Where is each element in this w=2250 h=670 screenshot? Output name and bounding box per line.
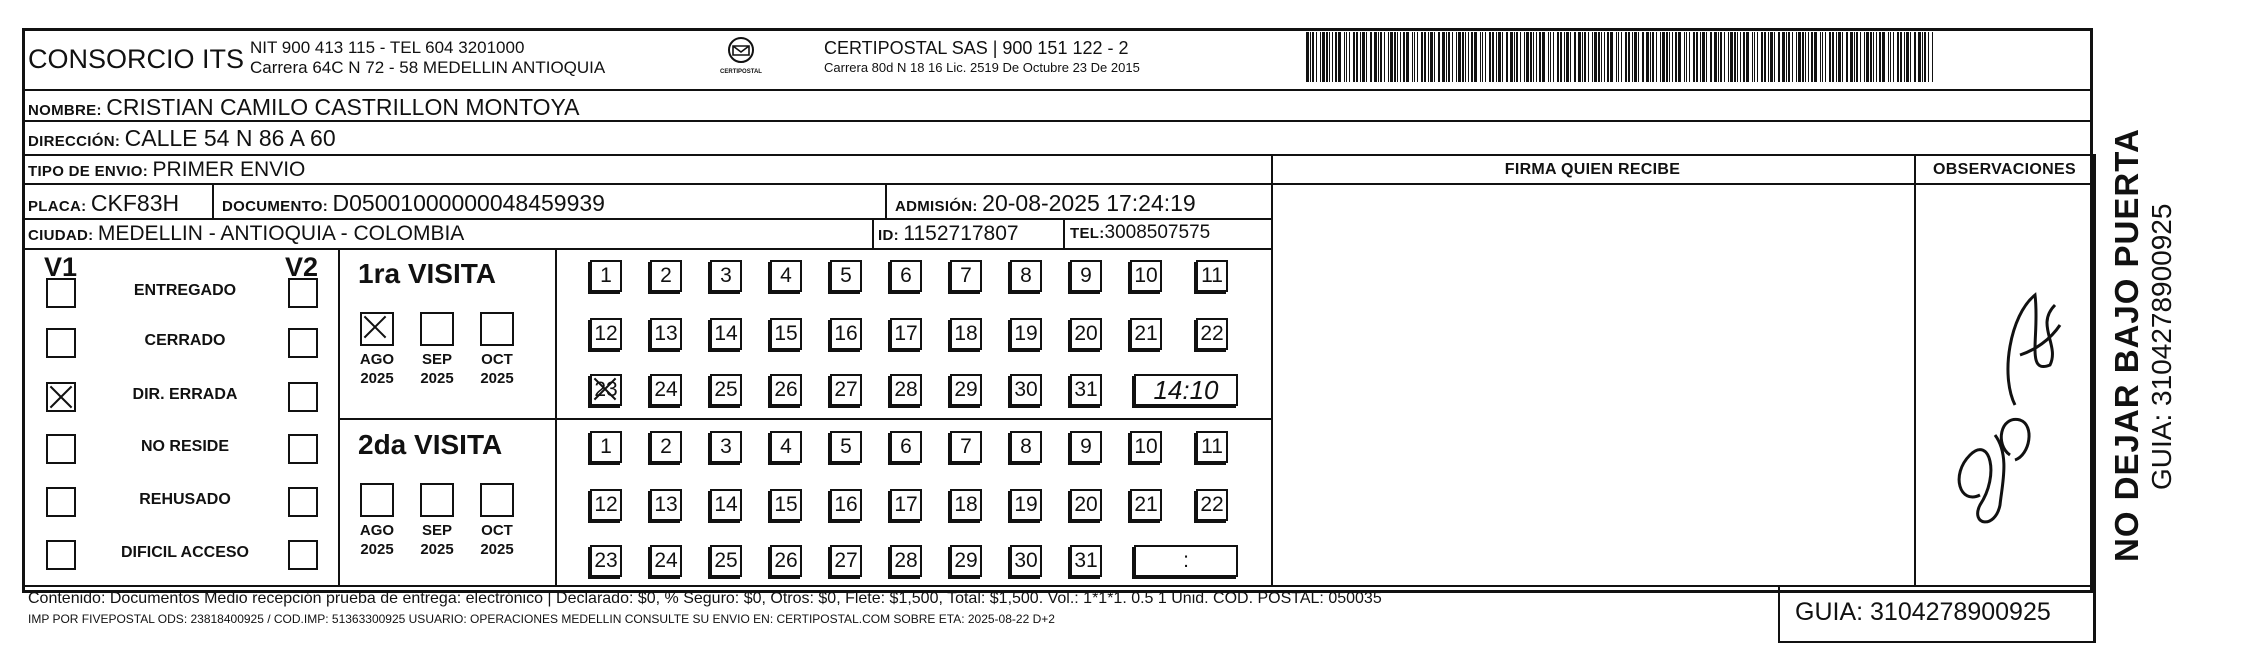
day-box[interactable]: 1 (590, 431, 622, 463)
day-box[interactable]: 14 (710, 489, 742, 521)
tel-label: TEL: (1070, 225, 1105, 242)
documento-value: D05001000000048459939 (332, 190, 605, 216)
admision-value: 20-08-2025 17:24:19 (982, 190, 1196, 216)
day-box[interactable]: 11 (1196, 431, 1228, 463)
day-box[interactable]: 21 (1130, 489, 1162, 521)
day-box[interactable]: 11 (1196, 260, 1228, 292)
day-box[interactable]: 7 (950, 431, 982, 463)
day-box[interactable]: 3 (710, 431, 742, 463)
month-name: SEP (421, 351, 452, 368)
barcode (1306, 32, 1938, 82)
v1-label: V1 (44, 252, 78, 282)
v1-checkbox[interactable] (46, 540, 76, 570)
day-box[interactable]: 17 (890, 318, 922, 350)
month-name: AGO (359, 351, 395, 368)
month-checkbox[interactable] (480, 483, 514, 517)
tipo-envio-label: TIPO DE ENVIO: (28, 163, 149, 180)
day-box[interactable]: 31 (1070, 545, 1102, 577)
day-box[interactable]: 21 (1130, 318, 1162, 350)
status-label: REHUSADO (139, 491, 231, 508)
day-box[interactable]: 18 (950, 318, 982, 350)
day-box[interactable]: 1 (590, 260, 622, 292)
address-line: Carrera 64C N 72 - 58 MEDELLIN ANTIOQUIA (250, 58, 606, 77)
v2-checkbox[interactable] (288, 434, 318, 464)
v1-checkbox[interactable] (46, 434, 76, 464)
visit-title: 1ra VISITA (358, 258, 496, 289)
logo-text: CERTIPOSTAL (720, 69, 762, 75)
month-year: 2025 (360, 541, 394, 558)
nombre-value: CRISTIAN CAMILO CASTRILLON MONTOYA (106, 94, 580, 120)
day-box[interactable]: 27 (830, 545, 862, 577)
day-box[interactable]: 3 (710, 260, 742, 292)
day-box[interactable]: 18 (950, 489, 982, 521)
day-box[interactable]: 15 (770, 489, 802, 521)
month-checkbox[interactable] (420, 312, 454, 346)
v2-checkbox[interactable] (288, 278, 318, 308)
day-box[interactable]: 30 (1010, 545, 1042, 577)
day-box[interactable]: 5 (830, 260, 862, 292)
month-name: AGO (359, 522, 395, 539)
day-box[interactable]: 10 (1130, 260, 1162, 292)
status-label: ENTREGADO (133, 282, 237, 299)
day-box[interactable]: 28 (890, 545, 922, 577)
day-box[interactable]: 9 (1070, 431, 1102, 463)
day-box[interactable]: 2 (650, 431, 682, 463)
day-box[interactable]: 6 (890, 431, 922, 463)
tipo-envio-value: PRIMER ENVIO (152, 158, 306, 181)
day-box[interactable]: 6 (890, 260, 922, 292)
v2-checkbox[interactable] (288, 382, 318, 412)
no-dejar-bajo-puerta: NO DEJAR BAJO PUERTA (2108, 128, 2145, 562)
day-box[interactable]: 24 (650, 374, 682, 406)
day-box[interactable]: 12 (590, 318, 622, 350)
v1-checkbox[interactable] (46, 382, 76, 412)
day-box[interactable]: 29 (950, 374, 982, 406)
day-box[interactable]: 9 (1070, 260, 1102, 292)
day-box[interactable]: 27 (830, 374, 862, 406)
certipostal-logo (718, 36, 764, 84)
nombre-label: NOMBRE: (28, 102, 102, 119)
handwritten-observation-icon (1940, 255, 2070, 535)
day-box[interactable]: 13 (650, 318, 682, 350)
day-box[interactable]: 20 (1070, 318, 1102, 350)
footer-line1: Contenido: Documentos Medio recepción prueba de entrega: electrónico | Declarado: $0, % Seguro: $0, Otros: $0, Flete: $1,500, Total: $1,500. Vol.: 1*1*1. 0.5 1 Unid. COD. POSTAL: 050035 (28, 590, 1382, 607)
admision-label: ADMISIÓN: (895, 198, 978, 215)
status-label: DIR. ERRADA (132, 386, 238, 403)
tel-value: 3008507575 (1104, 222, 1211, 243)
placa-value: CKF83H (90, 190, 180, 216)
day-box[interactable]: 4 (770, 431, 802, 463)
month-label (414, 350, 460, 388)
day-box[interactable]: 22 (1196, 318, 1228, 350)
v2-label: V2 (285, 252, 319, 282)
month-checkbox[interactable] (360, 312, 394, 346)
day-box[interactable]: 25 (710, 545, 742, 577)
month-name: OCT (481, 522, 513, 539)
day-box[interactable]: 8 (1010, 260, 1042, 292)
day-box[interactable]: 13 (650, 489, 682, 521)
month-year: 2025 (480, 370, 514, 387)
month-label (474, 350, 520, 388)
observaciones-label: OBSERVACIONES (1933, 161, 2076, 178)
month-label (354, 350, 400, 388)
id-label: ID: (878, 227, 899, 244)
day-box[interactable]: 8 (1010, 431, 1042, 463)
day-box[interactable]: 7 (950, 260, 982, 292)
month-year: 2025 (420, 370, 454, 387)
ciudad-value: MEDELLIN - ANTIOQUIA - COLOMBIA (97, 222, 465, 245)
day-box[interactable]: 24 (650, 545, 682, 577)
side-guia: GUIA: 3104278900925 (2146, 203, 2177, 490)
month-checkbox[interactable] (420, 483, 454, 517)
firma-label: FIRMA QUIEN RECIBE (1504, 161, 1681, 178)
day-box[interactable]: 23 (590, 545, 622, 577)
ciudad-label: CIUDAD: (28, 227, 94, 244)
v1-checkbox[interactable] (46, 328, 76, 358)
day-box[interactable]: 29 (950, 545, 982, 577)
month-label (354, 521, 400, 559)
footer-guia: GUIA: 3104278900925 (1795, 598, 2051, 626)
day-box[interactable]: 16 (830, 489, 862, 521)
month-year: 2025 (480, 541, 514, 558)
day-box[interactable]: 15 (770, 318, 802, 350)
status-label: CERRADO (144, 332, 226, 349)
direccion-value: CALLE 54 N 86 A 60 (124, 125, 336, 151)
day-box[interactable]: 5 (830, 431, 862, 463)
id-value: 1152717807 (903, 222, 1019, 245)
day-box[interactable]: 20 (1070, 489, 1102, 521)
company-name: CONSORCIO ITS (28, 44, 245, 74)
month-checkbox[interactable] (480, 312, 514, 346)
day-box[interactable]: 12 (590, 489, 622, 521)
v1-checkbox[interactable] (46, 487, 76, 517)
day-box[interactable]: 31 (1070, 374, 1102, 406)
day-box[interactable]: 25 (710, 374, 742, 406)
time-box[interactable]: 14:10 (1134, 374, 1238, 406)
day-box[interactable]: 4 (770, 260, 802, 292)
month-label (414, 521, 460, 559)
month-year: 2025 (420, 541, 454, 558)
v1-checkbox[interactable] (46, 278, 76, 308)
v2-checkbox[interactable] (288, 487, 318, 517)
month-name: SEP (421, 522, 452, 539)
envelope-logo-icon (726, 36, 756, 64)
day-box[interactable]: 22 (1196, 489, 1228, 521)
day-box[interactable]: 14 (710, 318, 742, 350)
license-line: Carrera 80d N 18 16 Lic. 2519 De Octubre 23 De 2015 (824, 60, 1140, 75)
day-box[interactable]: 26 (770, 545, 802, 577)
day-box[interactable]: 23 (590, 374, 622, 406)
status-label: NO RESIDE (140, 438, 229, 455)
day-box[interactable]: 19 (1010, 318, 1042, 350)
day-box[interactable]: 28 (890, 374, 922, 406)
status-label: DIFICIL ACCESO (120, 544, 249, 561)
day-box[interactable]: 2 (650, 260, 682, 292)
footer-line2: IMP POR FIVEPOSTAL ODS: 23818400925 / COD.IMP: 51363300925 USUARIO: OPERACIONES MEDELLIN CONSULTE SU ENVIO EN: CERTIPOSTAL.COM SOBRE ETA: 2025-08-22 D+2 (28, 612, 1055, 626)
month-checkbox[interactable] (360, 483, 394, 517)
documento-label: DOCUMENTO: (222, 198, 329, 215)
month-name: OCT (481, 351, 513, 368)
day-box[interactable]: 30 (1010, 374, 1042, 406)
v2-checkbox[interactable] (288, 540, 318, 570)
day-box[interactable]: 16 (830, 318, 862, 350)
day-box[interactable]: 26 (770, 374, 802, 406)
nit-line: NIT 900 413 115 - TEL 604 3201000 (250, 38, 525, 57)
v2-checkbox[interactable] (288, 328, 318, 358)
day-box[interactable]: 17 (890, 489, 922, 521)
day-box[interactable]: 10 (1130, 431, 1162, 463)
certipostal-line: CERTIPOSTAL SAS | 900 151 122 - 2 (824, 38, 1129, 58)
month-year: 2025 (360, 370, 394, 387)
direccion-label: DIRECCIÓN: (28, 133, 121, 150)
visit-title: 2da VISITA (358, 429, 503, 460)
day-box[interactable]: 19 (1010, 489, 1042, 521)
time-box[interactable]: : (1134, 545, 1238, 577)
month-label (474, 521, 520, 559)
placa-label: PLACA: (28, 198, 87, 215)
